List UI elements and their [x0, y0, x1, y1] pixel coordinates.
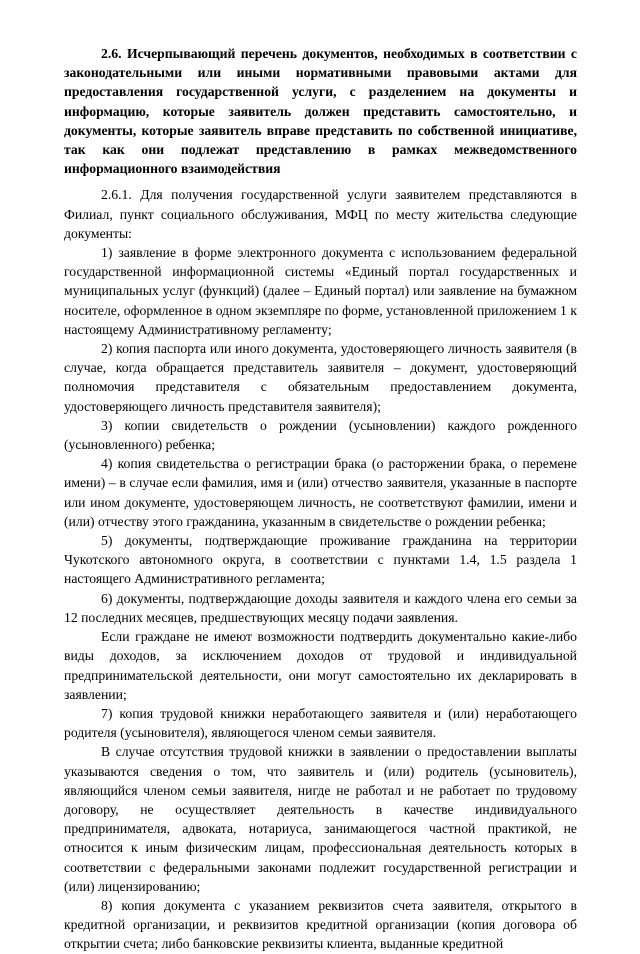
list-item-3: 3) копии свидетельств о рождении (усыновлении) каждого рожденного (усыновленного) ребенка;	[64, 417, 577, 453]
list-item-2: 2) копия паспорта или иного документа, удостоверяющего личность заявителя (в случае, когда обращается представитель заявителя – документ, удостоверяющий полномочия представителя с обязательным предоставлением документа, удостоверяющего личность представителя заявителя);	[64, 341, 577, 414]
paragraph-2-6-1: 2.6.1. Для получения государственной услуги заявителем представляются в Филиал, пункт социального обслуживания, МФЦ по месту жительства следующие документы:	[64, 187, 577, 241]
list-item-1: 1) заявление в форме электронного документа с использованием федеральной государственной информационной системы «Единый портал государственных и муниципальных услуг (функций) (далее – Единый портал) или заявление на бумажном носителе, оформленное в одном экземпляре по форме, установленной приложением 1 к настоящему Административному регламенту;	[64, 245, 577, 337]
section-heading: 2.6. Исчерпывающий перечень документов, необходимых в соответствии с законодательными или иными нормативными правовыми актами для предоставления государственной услуги, с разделением на документы и информацию, которые заявитель должен представить самостоятельно, и документы, которые заявитель вправе представить по собственной инициативе, так как они подлежат представлению в рамках межведомственного информационного взаимодействия	[64, 46, 577, 177]
list-item-8: 8) копия документа с указанием реквизитов счета заявителя, открытого в кредитной организации, и реквизитов кредитной организации (копия договора об открытии счета; либо банковские реквизиты клиента, выданные кредитной	[64, 897, 577, 952]
list-item-5: 5) документы, подтверждающие проживание гражданина на территории Чукотского автономного округа, в соответствии с пунктами 1.4, 1.5 раздела 1 настоящего Административного регламента;	[64, 533, 577, 587]
paragraph-no-work-record: В случае отсутствия трудовой книжки в заявлении о предоставлении выплаты указываются сведения о том, что заявитель и (или) родитель (усыновитель), являющийся членом семьи заявителя, нигде не работал и не работает по трудовому договору, не осуществляет деятельность в качестве индивидуального предпринимателя, адвоката, нотариуса, занимающегося частной практикой, не относится к иным физическим лицам, профессиональная деятельность которых в соответствии с федеральными законами подлежит государственной регистрации и (или) лицензированию;	[64, 744, 577, 894]
list-item-7: 7) копия трудовой книжки неработающего заявителя и (или) неработающего родителя (усыновителя), являющегося членом семьи заявителя.	[64, 705, 577, 741]
list-item-4: 4) копия свидетельства о регистрации брака (о расторжении брака, о перемене имени) – в случае если фамилия, имя и (или) отчество заявителя, указанные в паспорте или ином документе, удостоверяющем личность, не соответствуют фамилии, имени и (или) отчеству этого гражданина, указанным в свидетельстве о рождении ребенка;	[64, 456, 577, 529]
list-item-6: 6) документы, подтверждающие доходы заявителя и каждого члена его семьи за 12 последних месяцев, предшествующих месяцу подачи заявления.	[64, 590, 577, 625]
paragraph-declare-income: Если граждане не имеют возможности подтвердить документально какие-либо виды доходов, за исключением доходов от трудовой и индивидуальной предпринимательской деятельности, они могут самостоятельно их декларировать в заявлении;	[64, 629, 577, 702]
